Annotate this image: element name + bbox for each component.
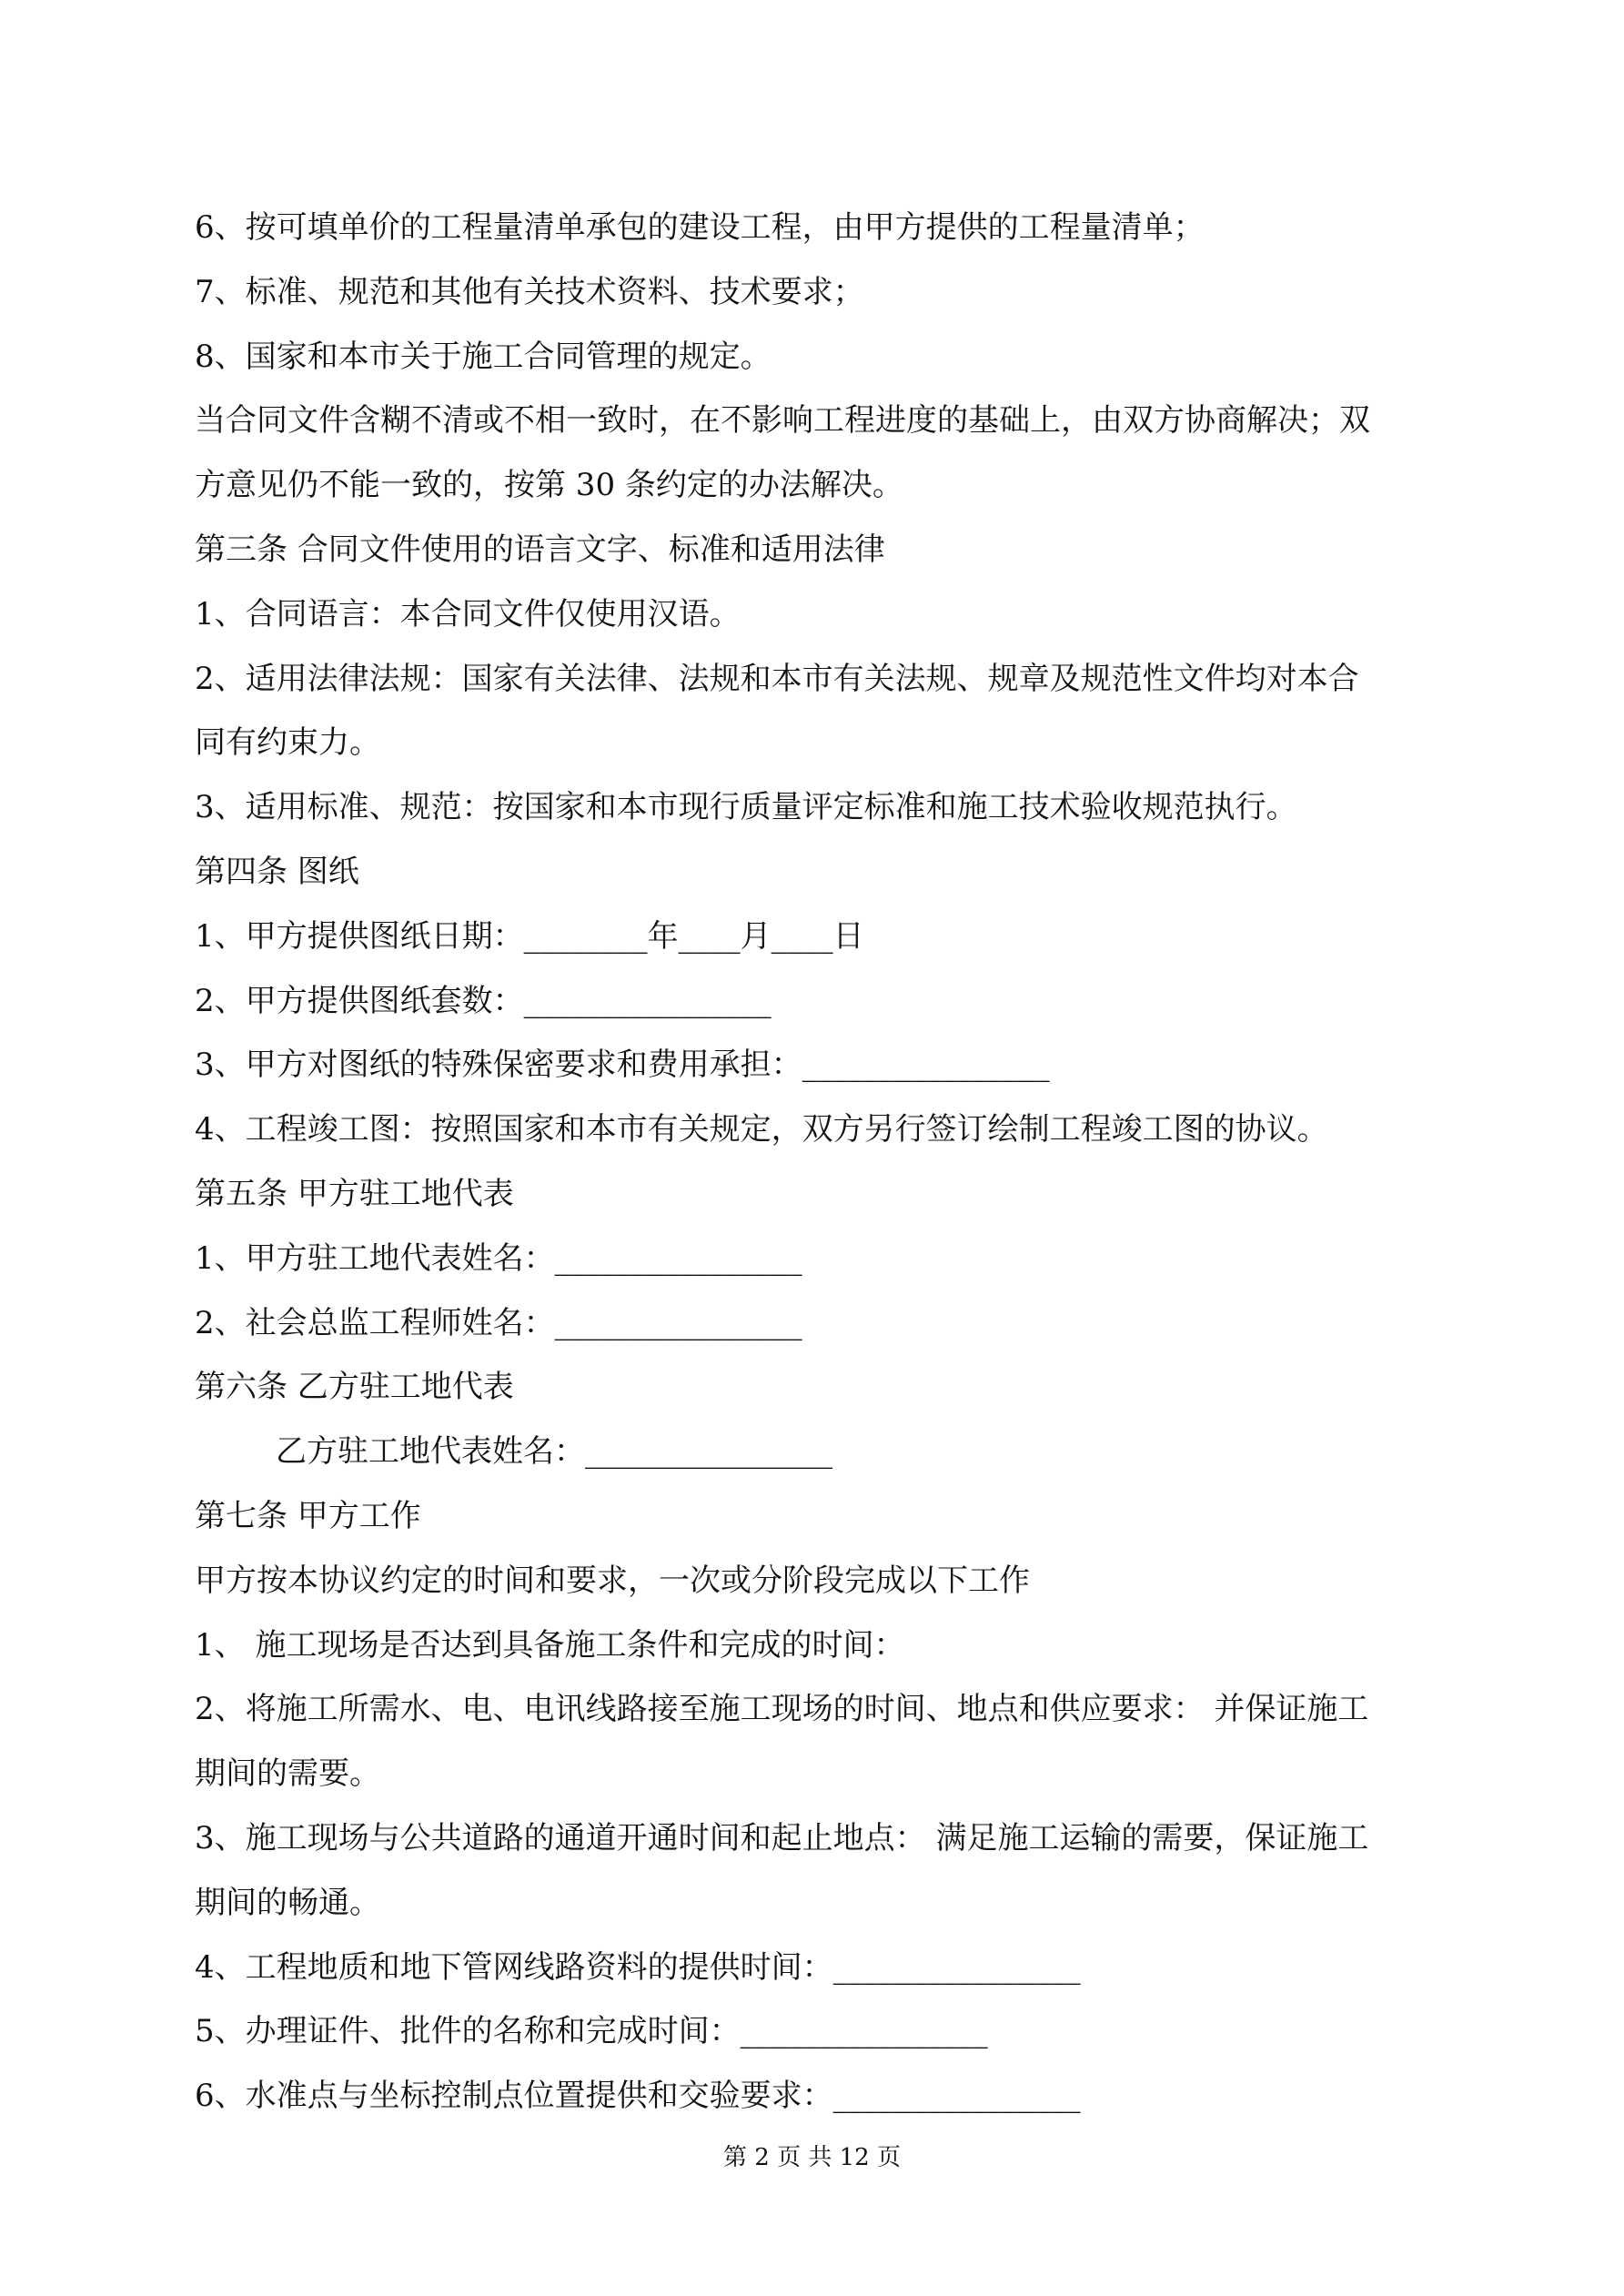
text-line: 乙方驻工地代表姓名：________________ <box>276 1433 832 1470</box>
text-line: 3、施工现场与公共道路的通道开通时间和起止地点： 满足施工运输的需要，保证施工 <box>195 1820 1369 1856</box>
text-line: 方意见仍不能一致的，按第 30 条约定的办法解决。 <box>195 467 903 503</box>
text-line: 3、甲方对图纸的特殊保密要求和费用承担：________________ <box>195 1047 1050 1083</box>
section-heading: 第三条 合同文件使用的语言文字、标准和适用法律 <box>195 531 885 568</box>
text-line: 期间的需要。 <box>195 1755 380 1792</box>
text-line: 1、 施工现场是否达到具备施工条件和完成的时间： <box>195 1627 905 1664</box>
section-heading: 第四条 图纸 <box>195 854 359 890</box>
text-line: 1、甲方驻工地代表姓名：________________ <box>195 1240 802 1277</box>
text-line: 6、按可填单价的工程量清单承包的建设工程，由甲方提供的工程量清单； <box>195 209 1205 246</box>
text-line: 2、将施工所需水、电、电讯线路接至施工现场的时间、地点和供应要求： 并保证施工 <box>195 1691 1369 1727</box>
section-heading: 第六条 乙方驻工地代表 <box>195 1369 514 1405</box>
text-line: 甲方按本协议约定的时间和要求，一次或分阶段完成以下工作 <box>195 1563 1030 1599</box>
section-heading: 第七条 甲方工作 <box>195 1498 421 1534</box>
text-line: 5、办理证件、批件的名称和完成时间：________________ <box>195 2013 988 2049</box>
text-line: 1、甲方提供图纸日期：________年____月____日 <box>195 918 864 955</box>
page-footer: 第 2 页 共 12 页 <box>723 2144 901 2171</box>
text-line: 期间的畅通。 <box>195 1885 380 1921</box>
text-line: 8、国家和本市关于施工合同管理的规定。 <box>195 339 772 375</box>
text-line: 3、适用标准、规范：按国家和本市现行质量评定标准和施工技术验收规范执行。 <box>195 789 1297 825</box>
text-line: 1、合同语言：本合同文件仅使用汉语。 <box>195 596 741 632</box>
text-line: 当合同文件含糊不清或不相一致时，在不影响工程进度的基础上，由双方协商解决；双 <box>195 402 1370 439</box>
text-line: 同有约束力。 <box>195 724 380 761</box>
text-line: 6、水准点与坐标控制点位置提供和交验要求：________________ <box>195 2078 1081 2114</box>
text-line: 7、标准、规范和其他有关技术资料、技术要求； <box>195 274 864 310</box>
text-line: 4、工程竣工图：按照国家和本市有关规定，双方另行签订绘制工程竣工图的协议。 <box>195 1111 1328 1148</box>
text-line: 2、适用法律法规：国家有关法律、法规和本市有关法规、规章及规范性文件均对本合 <box>195 661 1359 697</box>
text-line: 2、社会总监工程师姓名：________________ <box>195 1305 802 1341</box>
text-line: 2、甲方提供图纸套数：________________ <box>195 983 772 1019</box>
text-line: 4、工程地质和地下管网线路资料的提供时间：________________ <box>195 1949 1081 1986</box>
section-heading: 第五条 甲方驻工地代表 <box>195 1176 514 1212</box>
